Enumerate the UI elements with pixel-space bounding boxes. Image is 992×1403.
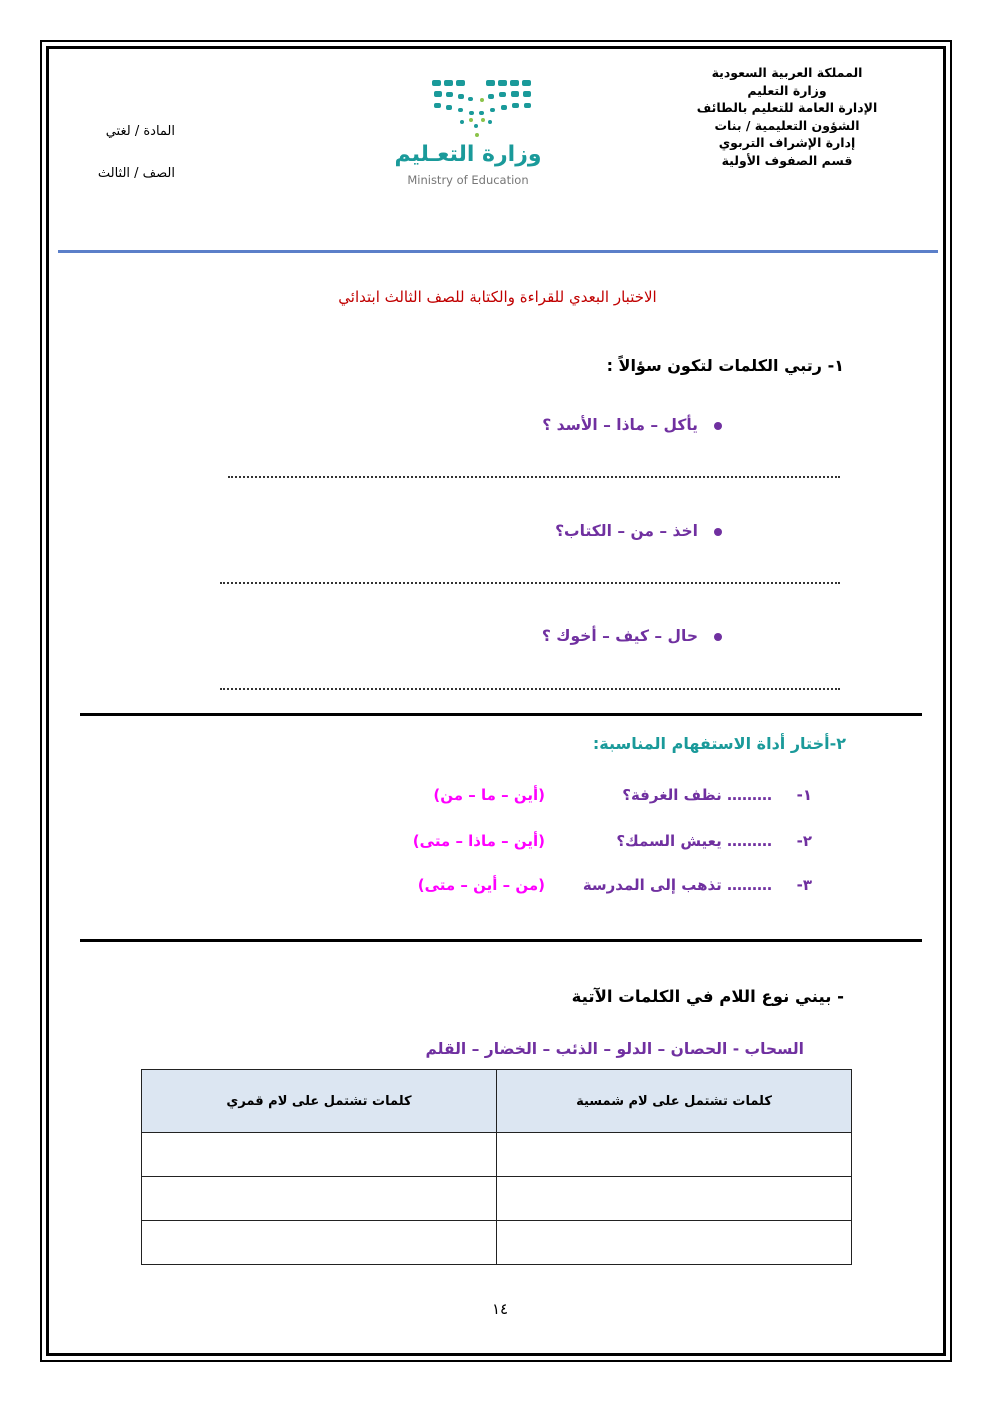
answer-cell[interactable]	[497, 1221, 852, 1265]
header-institution	[667, 64, 907, 170]
section-divider	[80, 939, 922, 942]
answer-cell[interactable]	[142, 1133, 497, 1177]
section-divider	[80, 713, 922, 716]
q1-item-text: اخذ – من – الكتاب؟	[555, 522, 698, 540]
col-qamari-header: كلمات تشتمل على لام قمري	[142, 1070, 497, 1133]
q3-words: السحاب - الحصان – الدلو – الذئب – الخضار – القلم	[425, 1040, 804, 1058]
q3-heading: - بيني نوع اللام في الكلمات الآتية	[571, 987, 844, 1006]
answer-line[interactable]	[220, 582, 840, 584]
answer-cell[interactable]	[497, 1177, 852, 1221]
ministry-logo-icon	[368, 74, 568, 144]
answer-cell[interactable]	[142, 1177, 497, 1221]
q2-num: ٢-	[796, 832, 812, 850]
header-line: وزارة التعليم	[747, 82, 827, 98]
answer-line[interactable]	[228, 476, 840, 478]
table-header-row	[142, 1070, 852, 1133]
logo-english-text: Ministry of Education	[407, 173, 529, 187]
header-subject-grade	[80, 124, 175, 208]
q2-heading	[346, 734, 846, 753]
table-row	[142, 1177, 852, 1221]
ministry-logo	[368, 74, 568, 192]
grade-label: الصف / الثالث	[97, 166, 175, 181]
subject-label: المادة / لغتي	[105, 124, 175, 139]
bullet-icon	[714, 422, 722, 430]
col-shamsi-header: كلمات تشتمل على لام شمسية	[497, 1070, 852, 1133]
page-number: ١٤	[491, 1300, 509, 1318]
answer-cell[interactable]	[142, 1221, 497, 1265]
q2-options	[420, 786, 545, 804]
table-row	[142, 1221, 852, 1265]
header-line: المملكة العربية السعودية	[711, 65, 863, 80]
q2-options	[398, 832, 545, 850]
q2-options-text: (أين – ما – من)	[433, 786, 545, 804]
logo-arabic-text: وزارة التعـليم	[394, 142, 542, 167]
q2-text: ……… نظف الغرفة؟	[622, 786, 772, 804]
header-divider	[58, 250, 938, 253]
q2-num: ٣-	[796, 876, 812, 894]
lam-classification-table	[141, 1069, 852, 1265]
q2-text: ……… تذهب إلى المدرسة	[582, 876, 772, 894]
q1-item-text: حال – كيف – أخوك ؟	[541, 627, 698, 645]
header-line: إدارة الإشراف التربوي	[718, 135, 856, 151]
q2-text: ……… يعيش السمك؟	[616, 832, 772, 850]
header-line: الإدارة العامة للتعليم بالطائف	[696, 100, 878, 116]
header-line: الشؤون التعليمية / بنات	[714, 117, 860, 133]
q1-item-text: يأكل – ماذا – الأسد ؟	[542, 416, 698, 434]
bullet-icon	[714, 633, 722, 641]
q1-item	[272, 522, 722, 540]
header-line: قسم الصفوف الأولية	[721, 152, 853, 168]
table-row	[142, 1133, 852, 1177]
q1-item	[272, 416, 722, 434]
q2-options	[408, 876, 545, 894]
bullet-icon	[714, 528, 722, 536]
q1-item	[272, 627, 722, 645]
page-title: الاختبار البعدي للقراءة والكتابة للصف الثالث ابتدائي	[338, 288, 657, 306]
q2-options-text: (من – أين – متى)	[417, 876, 545, 894]
answer-line[interactable]	[220, 688, 840, 690]
q2-heading-text: ٢-أختار أداة الاستفهام المناسبة:	[592, 734, 846, 753]
answer-cell[interactable]	[497, 1133, 852, 1177]
q2-num: ١-	[796, 786, 812, 804]
q1-heading: ١- رتبي الكلمات لتكون سؤالاً :	[606, 356, 844, 375]
q2-options-text: (أين – ماذا – متى)	[412, 832, 545, 850]
